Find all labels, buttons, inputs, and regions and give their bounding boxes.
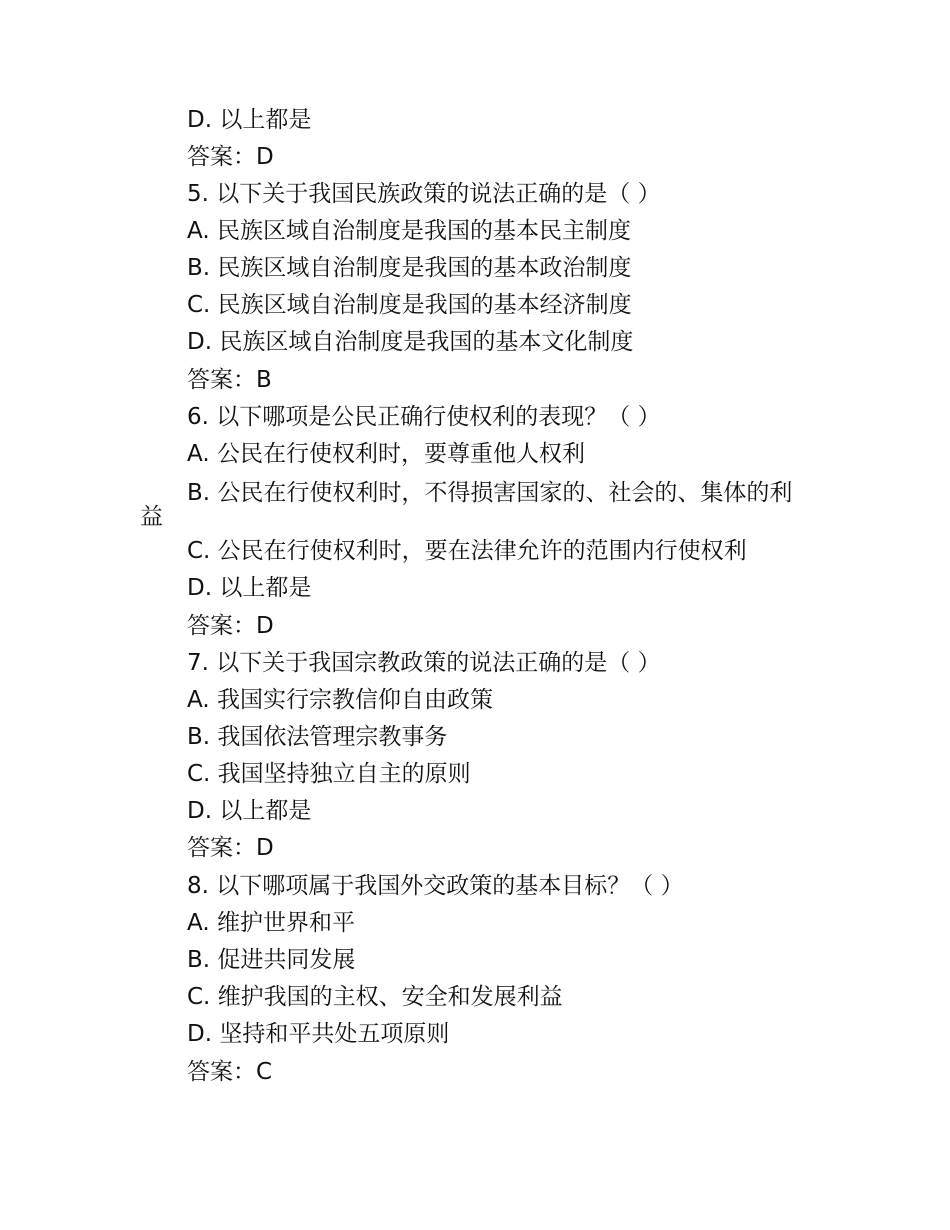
option-a-q7: A. 我国实行宗教信仰自由政策 xyxy=(187,687,493,713)
option-d-q7: D. 以上都是 xyxy=(187,798,312,824)
answer-q8: 答案：C xyxy=(187,1059,273,1085)
option-d-q6: D. 以上都是 xyxy=(187,575,312,601)
option-d-q5: D. 民族区域自治制度是我国的基本文化制度 xyxy=(187,329,634,355)
option-b-q7: B. 我国依法管理宗教事务 xyxy=(187,724,448,750)
option-c-q8: C. 维护我国的主权、安全和发展利益 xyxy=(187,984,563,1010)
option-a-q5: A. 民族区域自治制度是我国的基本民主制度 xyxy=(187,218,631,244)
option-b-q6: B. 公民在行使权利时，不得损害国家的、社会的、集体的利益 xyxy=(140,480,793,530)
answer-q7: 答案：D xyxy=(187,835,274,861)
option-a-q6: A. 公民在行使权利时，要尊重他人权利 xyxy=(187,441,585,467)
question-5: 5. 以下关于我国民族政策的说法正确的是（ ） xyxy=(187,181,661,207)
option-d-q8: D. 坚持和平共处五项原则 xyxy=(187,1021,450,1047)
option-d-q4: D. 以上都是 xyxy=(187,107,312,133)
answer-q6: 答案：D xyxy=(187,613,274,639)
question-8: 8. 以下哪项属于我国外交政策的基本目标？（ ） xyxy=(187,873,684,899)
option-a-q8: A. 维护世界和平 xyxy=(187,910,355,936)
answer-q5: 答案：B xyxy=(187,367,272,393)
option-c-q6: C. 公民在行使权利时，要在法律允许的范围内行使权利 xyxy=(187,538,747,564)
option-c-q7: C. 我国坚持独立自主的原则 xyxy=(187,761,471,787)
question-7: 7. 以下关于我国宗教政策的说法正确的是（ ） xyxy=(187,650,661,676)
answer-q4: 答案：D xyxy=(187,144,274,170)
option-b-q5: B. 民族区域自治制度是我国的基本政治制度 xyxy=(187,255,632,281)
option-c-q5: C. 民族区域自治制度是我国的基本经济制度 xyxy=(187,292,632,318)
question-6: 6. 以下哪项是公民正确行使权利的表现？（ ） xyxy=(187,404,661,430)
option-b-q8: B. 促进共同发展 xyxy=(187,947,356,973)
